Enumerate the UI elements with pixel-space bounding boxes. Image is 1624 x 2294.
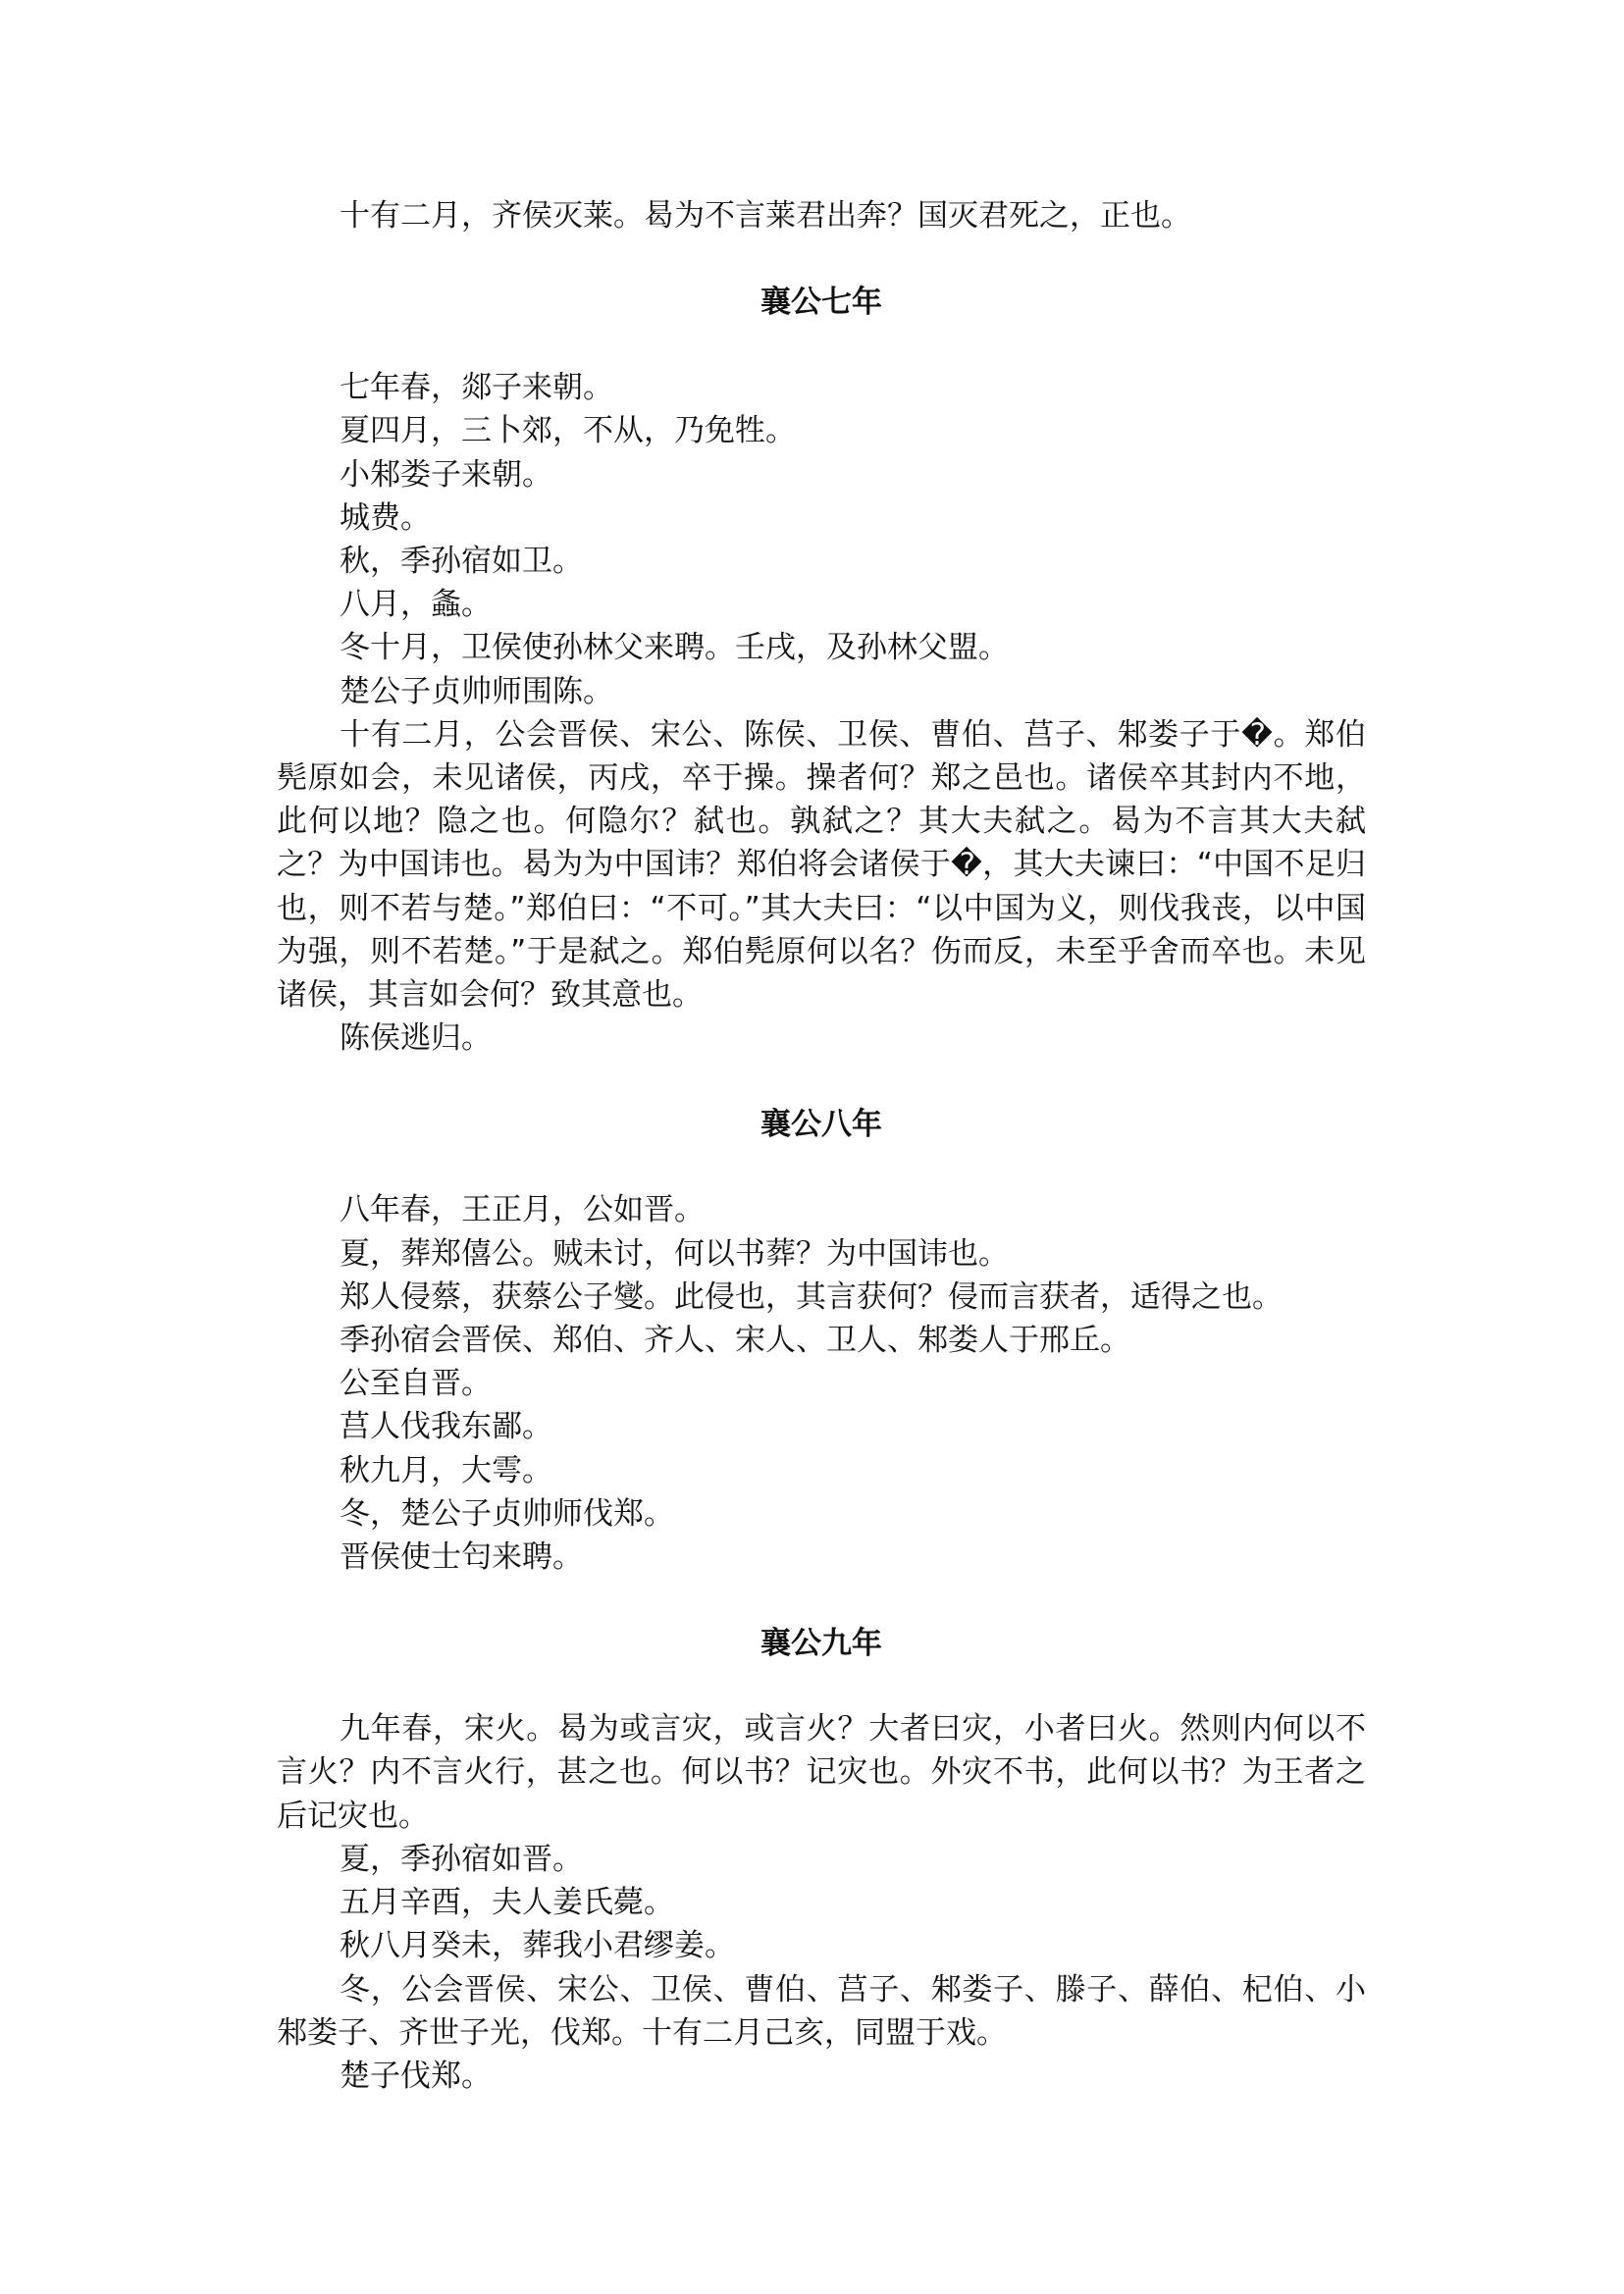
paragraph: 夏四月，三卜郊，不从，乃免牲。 <box>340 413 796 449</box>
paragraph: 夏，葬郑僖公。贼未讨，何以书葬？为中国讳也。 <box>340 1235 1009 1272</box>
paragraph: 夏，季孙宿如晋。 <box>340 1841 583 1877</box>
section-spacer <box>277 1146 1366 1188</box>
paragraph: 冬，楚公子贞帅师伐郑。 <box>340 1495 674 1532</box>
paragraph: 八年春，王正月，公如晋。 <box>340 1192 705 1228</box>
paragraph: 五月辛酉，夫人姜氏薨。 <box>340 1885 674 1921</box>
paragraph: 郑人侵蔡，获蔡公子燮。此侵也，其言获何？侵而言获者，适得之也。 <box>340 1278 1283 1315</box>
intro-paragraph: 十有二月，齐侯灭莱。曷为不言莱君出奔？国灭君死之，正也。 <box>340 198 1191 234</box>
paragraph: 季孙宿会晋侯、郑伯、齐人、宋人、卫人、邾娄人于邢丘。 <box>340 1323 1130 1359</box>
section-spacer <box>277 1060 1366 1103</box>
paragraph: 七年春，郯子来朝。 <box>340 370 613 406</box>
paragraph: 楚子伐郑。 <box>340 2058 492 2094</box>
paragraph: 十有二月，公会晋侯、宋公、陈侯、卫侯、曹伯、莒子、邾娄子于�。郑伯髡原如会，未见诸侯，丙戌，卒于操。操者何？郑之邑也。诸侯卒其封内不地，此何以地？隐之也。何隐尔？弑也。孰弑之？其大夫弑之。曷为不言其大夫弑之？为中国讳也。曷为为中国讳？郑伯将会诸侯于�，其大夫谏曰：“中国不足归也，则不若与楚。”郑伯曰：“不可。”其大夫曰：“以中国为义，则伐我丧，以中国为强，则不若楚。”于是弑之。郑伯髡原何以名？伤而反，未至乎舍而卒也。未见诸侯，其言如会何？致其意也。 <box>277 716 1366 1014</box>
paragraph: 秋，季孙宿如卫。 <box>340 544 583 580</box>
paragraph: 冬十月，卫侯使孙林父来聘。壬戌，及孙林父盟。 <box>340 630 1009 666</box>
section-spacer <box>277 324 1366 366</box>
paragraph: 莒人伐我东鄙。 <box>340 1409 552 1445</box>
paragraph: 八月，螽。 <box>340 587 492 623</box>
section-title: 襄公九年 <box>760 1626 882 1662</box>
section-spacer <box>277 1579 1366 1622</box>
section-title: 襄公八年 <box>760 1107 882 1143</box>
paragraph: 城费。 <box>340 499 431 536</box>
document-page <box>277 194 1366 2098</box>
section-title: 襄公七年 <box>760 285 882 321</box>
paragraph: 公至自晋。 <box>340 1366 492 1402</box>
paragraph: 小邾娄子来朝。 <box>340 456 552 493</box>
section-spacer <box>277 1665 1366 1707</box>
section-spacer <box>277 237 1366 281</box>
paragraph: 晋侯使士匄来聘。 <box>340 1539 583 1576</box>
paragraph: 秋九月，大雩。 <box>340 1452 552 1488</box>
paragraph: 楚公子贞帅师围陈。 <box>340 673 613 709</box>
paragraph: 冬，公会晋侯、宋公、卫侯、曹伯、莒子、邾娄子、滕子、薛伯、杞伯、小邾娄子、齐世子光，伐郑。十有二月己亥，同盟于戏。 <box>277 1971 1366 2051</box>
paragraph: 秋八月癸未，葬我小君缪姜。 <box>340 1928 735 1964</box>
paragraph: 陈侯逃归。 <box>340 1020 492 1057</box>
paragraph: 九年春，宋火。曷为或言灾，或言火？大者曰灾，小者曰火。然则内何以不言火？内不言火行，甚之也。何以书？记灾也。外灾不书，此何以书？为王者之后记灾也。 <box>277 1711 1366 1834</box>
